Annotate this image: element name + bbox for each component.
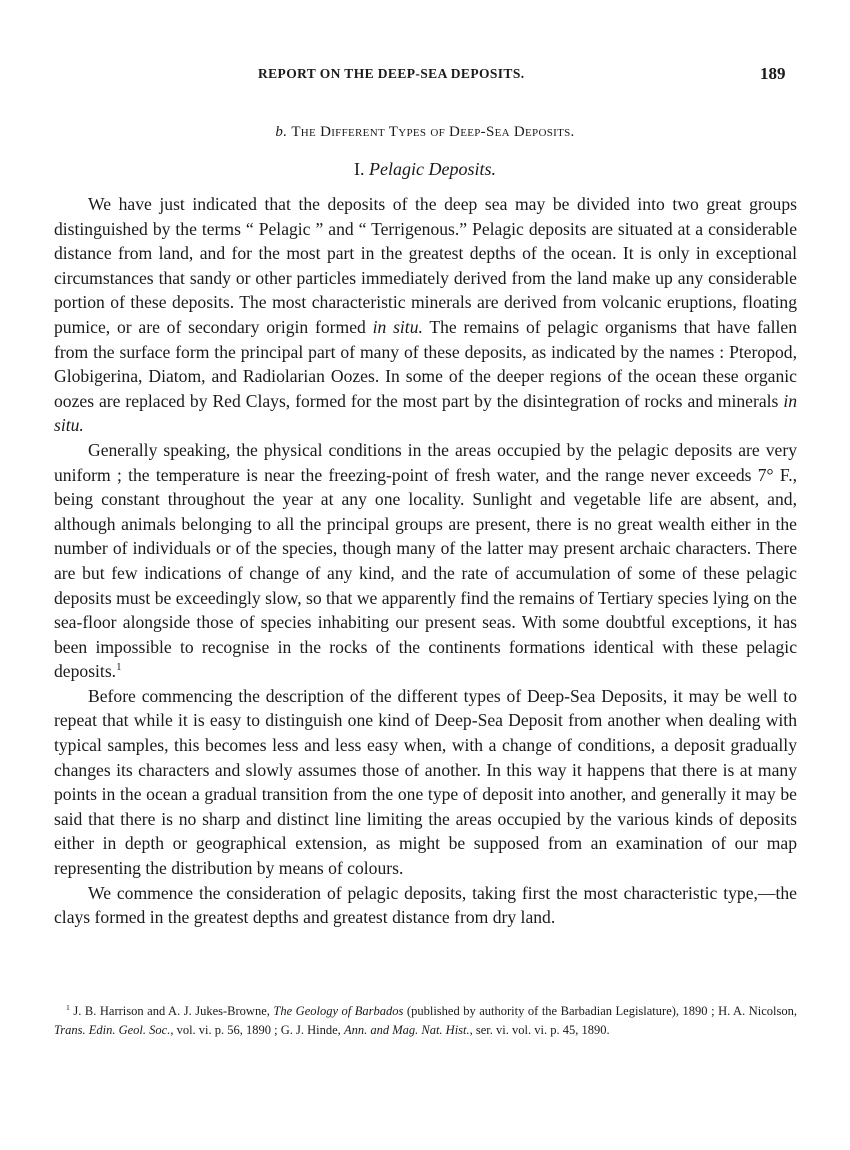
paragraph-3: Before commencing the description of the different types of Deep-Sea Deposits, it may be well to repeat that while it is easy to distinguish one kind of Deep-Sea Deposit from another when dealing with typical samples, this becomes less and less easy when, with a change of conditions, a deposit gradually changes its characters and slowly assumes those of another. In this way it happens that there is at many points in the ocean a gradual transition from the one type of deposit into another, and generally it may be said that there is no sharp and distinct line limiting the areas occupied by the various kinds of deposits either in depth or geographical extension, as might be supposed from an examination of our map representing the distribution by means of colours. (54, 685, 797, 879)
paragraph-4: We commence the consideration of pelagic deposits, taking first the most characteristic type,—the clays formed in the greatest depths and greatest distance from dry land. (54, 882, 797, 928)
paragraph-1 (54, 192, 797, 438)
footnote-1 (54, 1002, 797, 1040)
footnote-text-b: (published by authority of the Barbadian Legislature), 1890 ; H. A. Nicolson, (403, 1004, 797, 1018)
paragraph-1-text-b: The remains of pelagic organisms that have fallen from the surface form the principal part of many of these deposits, as indicated by the names : Pteropod, Globigerina, Diatom, and Radiolarian Oozes. In some of the deeper regions of the ocean these organic oozes are replaced by Red Clays, formed for the most part by the disintegration of rocks and minerals (54, 316, 797, 411)
in-situ-italic: in situ. (54, 390, 797, 436)
footnote-text-a: J. B. Harrison and A. J. Jukes-Browne, (69, 1004, 274, 1018)
subsection-heading (0, 159, 850, 180)
in-situ-italic: in situ. (372, 316, 423, 337)
footnotes (54, 1002, 797, 1040)
page-number: 189 (760, 64, 786, 83)
footnote-marker: 1 (66, 1002, 70, 1012)
footnote-title-1: The Geology of Barbados (273, 1004, 404, 1018)
footnote-title-3: Ann. and Mag. Nat. Hist. (343, 1023, 470, 1037)
footnote-text-c: , vol. vi. p. 56, 1890 ; G. J. Hinde, (170, 1023, 344, 1037)
section-heading (0, 124, 850, 141)
section-label: b. (275, 124, 288, 140)
footnote-reference: 1 (116, 661, 122, 674)
paragraph-1-text-a: We have just indicated that the deposits of the deep sea may be divided into two great groups distinguished by the terms “ Pelagic ” and “ Terrigenous.” Pelagic deposits are situated at a considerable distance from land, and for the most part in the greatest depths of the ocean. It is only in exceptional circumstances that sandy or other particles immediately derived from the land make up any considerable portion of these deposits. The most characteristic minerals are derived from volcanic eruptions, floating pumice, or are of secondary origin formed (54, 194, 797, 337)
paragraph-2 (54, 438, 797, 684)
footnote-title-2: Trans. Edin. Geol. Soc. (54, 1023, 171, 1037)
body-text (54, 192, 797, 930)
footnote-text-d: , ser. vi. vol. vi. p. 45, 1890. (469, 1023, 610, 1037)
running-head: REPORT ON THE DEEP-SEA DEPOSITS. (258, 66, 525, 81)
subsection-number: I. (354, 159, 365, 179)
section-title: The Different Types of Deep-Sea Deposits. (291, 124, 575, 140)
subsection-title: Pelagic Deposits. (369, 159, 496, 179)
paragraph-2-text: Generally speaking, the physical conditions in the areas occupied by the pelagic deposits are very uniform ; the temperature is near the freezing-point of fresh water, and the range never exceeds 7° F., being constant throughout the year at any one locality. Sunlight and vegetable life are absent, and, although animals belonging to all the principal groups are present, there is no great wealth either in the number of individuals or of the species, though many of the latter may present archaic characters. There are but few indications of change of any kind, and the rate of accumulation of some of these pelagic deposits must be exceedingly slow, so that we apparently find the remains of Tertiary species lying on the sea-floor alongside those of species inhabiting our present seas. With some doubtful exceptions, it has been impossible to recognise in the rocks of the continents formations identical with these pelagic deposits. (54, 439, 797, 682)
